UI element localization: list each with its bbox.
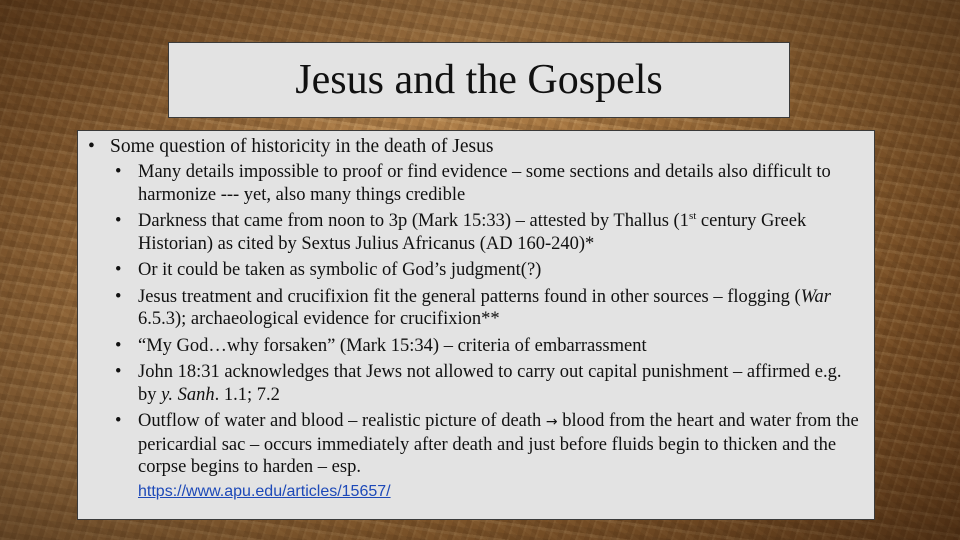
- sub-bullet-2: [86, 210, 864, 255]
- sub-bullet-6: [86, 361, 864, 406]
- sub-bullet-text: Outflow of water and blood – realistic picture of death: [138, 411, 546, 431]
- sub-bullet-7: [86, 410, 864, 479]
- sub-bullet-text-cont: century Greek Historian) as cited by Sextus Julius Africanus (AD 160-240)*: [138, 211, 807, 254]
- bullet-icon: •: [115, 260, 122, 280]
- bullet-icon: •: [115, 411, 122, 431]
- source-title: y. Sanh: [161, 384, 215, 405]
- sub-bullet-text: Or it could be taken as symbolic of God’s judgment(?): [138, 260, 542, 280]
- bullet-icon: •: [115, 335, 122, 356]
- sub-bullet-text: “My God…why forsaken” (Mark 15:34) – criteria of embarrassment: [138, 335, 647, 356]
- title-box: [168, 42, 790, 118]
- main-bullet: [86, 135, 864, 158]
- bullet-icon: •: [115, 362, 122, 382]
- sub-bullet-text: Jesus treatment and crucifixion fit the general patterns found in other sources – flogging (: [138, 286, 801, 307]
- sub-bullet-text-cont: 6.5.3); archaeological evidence for crucifixion**: [138, 309, 500, 329]
- sub-bullet-text: John 18:31 acknowledges that Jews not allowed to carry out capital punishment – affirmed e.g. by: [138, 362, 842, 405]
- bullet-icon: •: [115, 162, 122, 182]
- main-bullet-text: Some question of historicity in the death of Jesus: [110, 136, 494, 157]
- content-box: [77, 130, 875, 520]
- arrow-right-icon: →: [545, 414, 558, 430]
- sub-bullet-1: [86, 161, 864, 206]
- sub-bullet-text-cont: . 1.1; 7.2: [214, 384, 280, 405]
- sub-bullet-text: Many details impossible to proof or find evidence – some sections and details also difficult to harmonize --- yet, also many things credible: [138, 162, 831, 205]
- bullet-icon: •: [115, 286, 122, 307]
- sub-bullet-5: [86, 335, 864, 358]
- sub-bullet-list: [86, 161, 864, 479]
- ordinal-suffix: st: [688, 209, 697, 222]
- sub-bullet-3: [86, 259, 864, 282]
- bullet-icon: •: [115, 211, 122, 231]
- source-link[interactable]: https://www.apu.edu/articles/15657/: [138, 482, 391, 500]
- source-title: War: [800, 286, 831, 307]
- sub-bullet-text-cont: blood from the heart and water from the pericardial sac – occurs immediately after death and just before fluids begin to thicken and the corpse begins to harden – esp.: [138, 411, 859, 477]
- sub-bullet-4: [86, 286, 864, 331]
- slide-title: Jesus and the Gospels: [295, 57, 663, 103]
- sub-bullet-text: Darkness that came from noon to 3p (Mark 15:33) – attested by Thallus (1: [138, 211, 689, 231]
